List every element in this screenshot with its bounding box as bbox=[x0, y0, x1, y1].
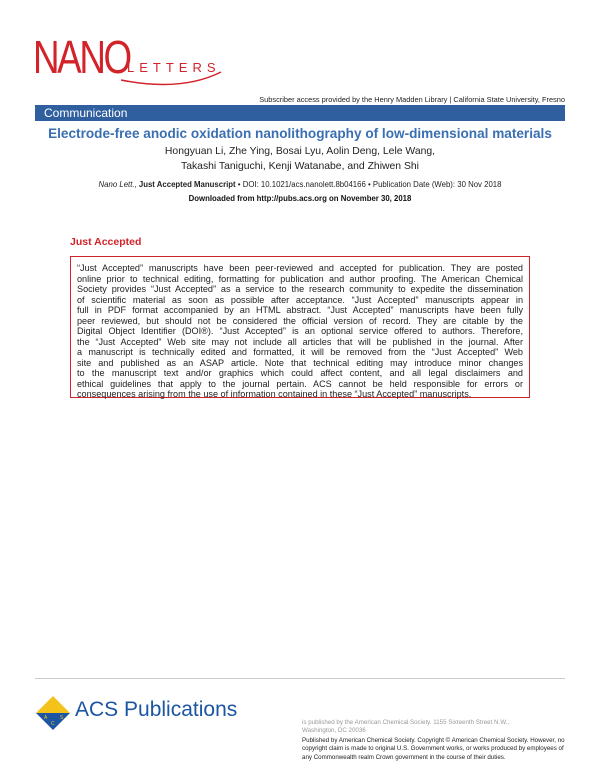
logo-letter: A bbox=[44, 715, 48, 721]
notice-line: “Just Accepted” manuscripts have been peer-reviewed and accepted for publication. They are posted bbox=[77, 263, 523, 273]
acs-publications-brand: ACS Publications bbox=[75, 698, 238, 721]
notice-line: full in PDF format accompanied by an HTML abstract. “Just Accepted” manuscripts have been fully bbox=[77, 305, 523, 315]
citation-status: Just Accepted Manuscript bbox=[138, 180, 236, 189]
notice-line: site and published as an ASAP article. Note that technical editing may introduce minor changes bbox=[77, 357, 523, 368]
citation-line: Nano Lett., Just Accepted Manuscript • DOI: 10.1021/acs.nanolett.8b04166 • Publication Date (Web): 30 Nov 2018 bbox=[98, 180, 502, 189]
notice-line: of scientific material as soon as possible after acceptance. “Just Accepted” manuscripts appear in bbox=[77, 294, 523, 305]
logo-letter: S bbox=[60, 715, 64, 721]
just-accepted-notice bbox=[70, 256, 530, 398]
publisher-address-line: is published by the American Chemical Society. 1155 Sixteenth Street N.W., bbox=[302, 719, 510, 726]
logo-main: NANO bbox=[33, 31, 130, 83]
copyright-notice: Published by American Chemical Society. Copyright © American Chemical Society. However, no copyright claim is made to original U.S. Government works, or works produced by employees of any Commonwealth realm Crown government in the course of their duties. bbox=[302, 737, 565, 761]
notice-line: ethical guidelines that apply to the journal pertain. ACS cannot be held responsible for errors or bbox=[77, 378, 523, 389]
notice-line: consequences arising from the use of information contained in these “Just Accepted” manuscripts. bbox=[77, 389, 472, 399]
notice-line: Digital Object Identifier (DOI®). “Just Accepted” is an optional service offered to authors. Therefore, bbox=[77, 326, 523, 336]
authors-line-2: Takashi Taniguchi, Kenji Watanabe, and Zhiwen Shi bbox=[181, 161, 419, 172]
article-title: Electrode-free anodic oxidation nanolithography of low-dimensional materials bbox=[48, 126, 552, 141]
authors-line-1: Hongyuan Li, Zhe Ying, Bosai Lyu, Aolin Deng, Lele Wang, bbox=[164, 146, 436, 157]
notice-line: online prior to technical editing, formatting for publication and author proofing. The American Chemical bbox=[77, 273, 523, 284]
notice-line: to the manuscript text and/or graphics which could affect content, and all legal disclaimers and bbox=[77, 368, 523, 378]
notice-line: a manuscript is technically edited and formatted, it will be removed from the “Just Accepted” Web bbox=[77, 347, 523, 357]
citation-journal: Nano Lett. bbox=[98, 180, 135, 189]
notice-line: the “Just Accepted” Web site may not include all articles that will be published in the journal. After bbox=[77, 336, 523, 347]
subscriber-access-line: Subscriber access provided by the Henry Madden Library | California State University, Fresno bbox=[259, 95, 565, 104]
nano-letters-logo bbox=[33, 30, 233, 90]
citation-doi-date[interactable]: • DOI: 10.1021/acs.nanolett.8b04166 • Publication Date (Web): 30 Nov 2018 bbox=[235, 180, 502, 189]
notice-line: peer reviewed, but should not be considered the official version of record. They are citable by the bbox=[77, 315, 523, 326]
just-accepted-heading: Just Accepted bbox=[70, 236, 142, 248]
footer-divider bbox=[35, 678, 565, 679]
notice-line: Society provides “Just Accepted” as a service to the research community to expedite the dissemination bbox=[77, 284, 523, 294]
section-bar: Communication bbox=[35, 105, 565, 121]
logo-swoosh-icon bbox=[111, 60, 231, 90]
downloaded-line: Downloaded from http://pubs.acs.org on November 30, 2018 bbox=[188, 194, 412, 203]
publisher-address bbox=[302, 719, 509, 735]
acs-diamond-logo-icon bbox=[35, 694, 71, 732]
publisher-address-line: Washington, DC 20036 bbox=[302, 727, 366, 734]
logo-sub: LETTERS bbox=[127, 60, 221, 75]
logo-letter: C bbox=[51, 721, 55, 727]
